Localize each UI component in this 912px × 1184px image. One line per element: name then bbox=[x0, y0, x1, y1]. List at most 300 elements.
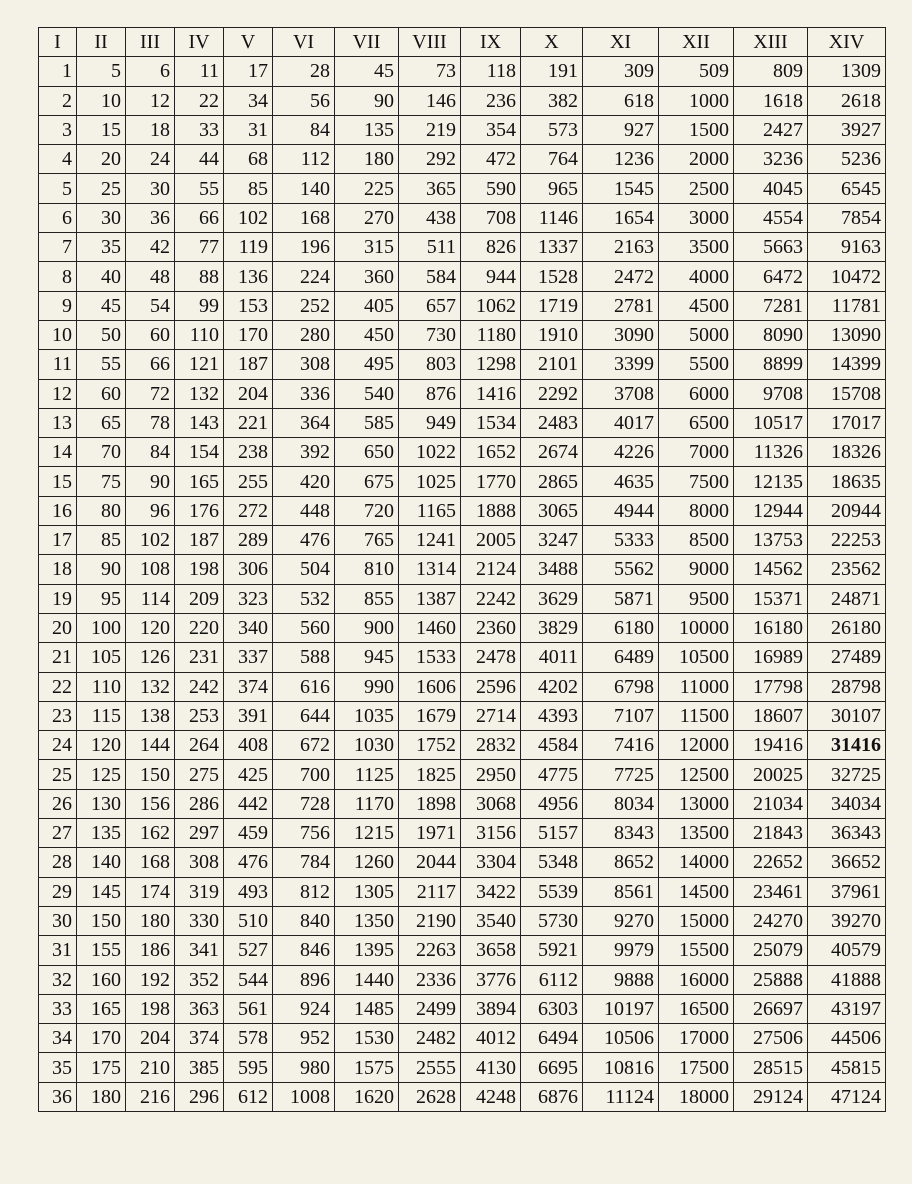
table-cell: 657 bbox=[399, 291, 461, 320]
table-cell: 3776 bbox=[461, 965, 521, 994]
table-cell: 1500 bbox=[659, 115, 734, 144]
table-cell: 33 bbox=[175, 115, 224, 144]
table-row bbox=[39, 115, 886, 144]
table-cell: 125 bbox=[77, 760, 126, 789]
table-cell: 1606 bbox=[399, 672, 461, 701]
table-cell: 110 bbox=[175, 320, 224, 349]
table-cell: 55 bbox=[77, 350, 126, 379]
table-cell: 292 bbox=[399, 145, 461, 174]
table-cell: 493 bbox=[224, 877, 273, 906]
table-cell: 140 bbox=[77, 848, 126, 877]
table-cell: 224 bbox=[273, 262, 335, 291]
table-cell: 540 bbox=[335, 379, 399, 408]
table-row bbox=[39, 936, 886, 965]
table-cell: 3500 bbox=[659, 233, 734, 262]
table-cell: 1825 bbox=[399, 760, 461, 789]
table-cell: 10506 bbox=[583, 1024, 659, 1053]
table-cell: 438 bbox=[399, 203, 461, 232]
table-cell: 1350 bbox=[335, 906, 399, 935]
table-row bbox=[39, 174, 886, 203]
table-cell: 11500 bbox=[659, 701, 734, 730]
table-cell: 1062 bbox=[461, 291, 521, 320]
table-cell: 18000 bbox=[659, 1082, 734, 1111]
row-index-cell: 25 bbox=[39, 760, 77, 789]
table-row bbox=[39, 731, 886, 760]
table-cell: 896 bbox=[273, 965, 335, 994]
table-cell: 95 bbox=[77, 584, 126, 613]
table-cell: 2482 bbox=[399, 1024, 461, 1053]
table-cell: 35 bbox=[77, 233, 126, 262]
table-cell: 78 bbox=[126, 408, 175, 437]
table-cell: 2000 bbox=[659, 145, 734, 174]
row-index-cell: 14 bbox=[39, 438, 77, 467]
table-cell: 1719 bbox=[521, 291, 583, 320]
table-cell: 255 bbox=[224, 467, 273, 496]
table-cell: 40 bbox=[77, 262, 126, 291]
table-row bbox=[39, 57, 886, 86]
table-cell: 48 bbox=[126, 262, 175, 291]
table-row bbox=[39, 233, 886, 262]
table-cell: 10816 bbox=[583, 1053, 659, 1082]
table-cell: 323 bbox=[224, 584, 273, 613]
table-cell: 85 bbox=[77, 526, 126, 555]
table-row bbox=[39, 467, 886, 496]
table-cell: 11124 bbox=[583, 1082, 659, 1111]
table-cell: 100 bbox=[77, 613, 126, 642]
table-cell: 584 bbox=[399, 262, 461, 291]
table-cell: 50 bbox=[77, 320, 126, 349]
table-cell: 561 bbox=[224, 994, 273, 1023]
table-cell: 2714 bbox=[461, 701, 521, 730]
table-cell: 448 bbox=[273, 496, 335, 525]
table-cell: 272 bbox=[224, 496, 273, 525]
table-cell: 2500 bbox=[659, 174, 734, 203]
column-header: VI bbox=[273, 28, 335, 57]
table-cell: 264 bbox=[175, 731, 224, 760]
table-cell: 1440 bbox=[335, 965, 399, 994]
table-cell: 900 bbox=[335, 613, 399, 642]
table-cell: 9888 bbox=[583, 965, 659, 994]
table-cell: 20 bbox=[77, 145, 126, 174]
column-header: V bbox=[224, 28, 273, 57]
table-cell: 26697 bbox=[734, 994, 808, 1023]
table-cell: 2555 bbox=[399, 1053, 461, 1082]
table-cell: 37961 bbox=[808, 877, 886, 906]
table-cell: 1008 bbox=[273, 1082, 335, 1111]
table-cell: 18635 bbox=[808, 467, 886, 496]
table-cell: 130 bbox=[77, 789, 126, 818]
table-cell: 160 bbox=[77, 965, 126, 994]
table-cell: 1035 bbox=[335, 701, 399, 730]
table-cell: 2101 bbox=[521, 350, 583, 379]
table-cell: 618 bbox=[583, 86, 659, 115]
table-cell: 3422 bbox=[461, 877, 521, 906]
row-index-cell: 21 bbox=[39, 643, 77, 672]
table-cell: 14000 bbox=[659, 848, 734, 877]
table-cell: 90 bbox=[335, 86, 399, 115]
row-index-cell: 13 bbox=[39, 408, 77, 437]
table-cell: 24270 bbox=[734, 906, 808, 935]
table-cell: 25 bbox=[77, 174, 126, 203]
table-cell: 10517 bbox=[734, 408, 808, 437]
table-cell: 1416 bbox=[461, 379, 521, 408]
table-cell: 949 bbox=[399, 408, 461, 437]
column-header: XII bbox=[659, 28, 734, 57]
table-cell: 309 bbox=[583, 57, 659, 86]
table-cell: 156 bbox=[126, 789, 175, 818]
table-cell: 6876 bbox=[521, 1082, 583, 1111]
row-index-cell: 5 bbox=[39, 174, 77, 203]
table-cell: 118 bbox=[461, 57, 521, 86]
column-header: I bbox=[39, 28, 77, 57]
row-index-cell: 33 bbox=[39, 994, 77, 1023]
table-cell: 1910 bbox=[521, 320, 583, 349]
table-cell: 720 bbox=[335, 496, 399, 525]
table-cell: 6695 bbox=[521, 1053, 583, 1082]
table-cell: 2427 bbox=[734, 115, 808, 144]
table-cell: 40579 bbox=[808, 936, 886, 965]
table-cell: 84 bbox=[273, 115, 335, 144]
table-cell: 504 bbox=[273, 555, 335, 584]
table-row bbox=[39, 496, 886, 525]
table-cell: 180 bbox=[126, 906, 175, 935]
table-cell: 1125 bbox=[335, 760, 399, 789]
table-cell: 84 bbox=[126, 438, 175, 467]
row-index-cell: 4 bbox=[39, 145, 77, 174]
table-cell: 812 bbox=[273, 877, 335, 906]
table-cell: 2190 bbox=[399, 906, 461, 935]
table-cell: 527 bbox=[224, 936, 273, 965]
table-cell: 22 bbox=[175, 86, 224, 115]
table-cell: 3090 bbox=[583, 320, 659, 349]
table-cell: 476 bbox=[224, 848, 273, 877]
table-cell: 162 bbox=[126, 819, 175, 848]
table-cell: 99 bbox=[175, 291, 224, 320]
table-cell: 11000 bbox=[659, 672, 734, 701]
table-cell: 6500 bbox=[659, 408, 734, 437]
table-cell: 990 bbox=[335, 672, 399, 701]
table-row bbox=[39, 408, 886, 437]
table-cell: 12 bbox=[126, 86, 175, 115]
table-cell: 2781 bbox=[583, 291, 659, 320]
table-cell: 2596 bbox=[461, 672, 521, 701]
table-cell: 96 bbox=[126, 496, 175, 525]
table-cell: 36343 bbox=[808, 819, 886, 848]
table-cell: 2628 bbox=[399, 1082, 461, 1111]
table-cell: 238 bbox=[224, 438, 273, 467]
table-cell: 77 bbox=[175, 233, 224, 262]
table-cell: 340 bbox=[224, 613, 273, 642]
table-cell: 210 bbox=[126, 1053, 175, 1082]
table-cell: 2832 bbox=[461, 731, 521, 760]
row-index-cell: 7 bbox=[39, 233, 77, 262]
table-cell: 10500 bbox=[659, 643, 734, 672]
table-cell: 192 bbox=[126, 965, 175, 994]
table-cell: 4944 bbox=[583, 496, 659, 525]
table-row bbox=[39, 819, 886, 848]
table-cell: 1652 bbox=[461, 438, 521, 467]
table-cell: 3708 bbox=[583, 379, 659, 408]
table-cell: 1337 bbox=[521, 233, 583, 262]
table-body bbox=[39, 57, 886, 1112]
table-cell: 30107 bbox=[808, 701, 886, 730]
row-index-cell: 9 bbox=[39, 291, 77, 320]
table-cell: 219 bbox=[399, 115, 461, 144]
table-row bbox=[39, 438, 886, 467]
table-cell: 756 bbox=[273, 819, 335, 848]
table-cell: 840 bbox=[273, 906, 335, 935]
table-cell: 374 bbox=[175, 1024, 224, 1053]
table-cell: 5871 bbox=[583, 584, 659, 613]
table-cell: 187 bbox=[175, 526, 224, 555]
table-cell: 27489 bbox=[808, 643, 886, 672]
table-cell: 2005 bbox=[461, 526, 521, 555]
table-cell: 1314 bbox=[399, 555, 461, 584]
table-cell: 644 bbox=[273, 701, 335, 730]
table-cell: 544 bbox=[224, 965, 273, 994]
table-cell: 330 bbox=[175, 906, 224, 935]
table-cell: 392 bbox=[273, 438, 335, 467]
table-cell: 45815 bbox=[808, 1053, 886, 1082]
table-cell: 924 bbox=[273, 994, 335, 1023]
table-cell: 810 bbox=[335, 555, 399, 584]
table-cell: 135 bbox=[335, 115, 399, 144]
table-cell: 1030 bbox=[335, 731, 399, 760]
table-cell: 143 bbox=[175, 408, 224, 437]
row-index-cell: 6 bbox=[39, 203, 77, 232]
table-cell: 36 bbox=[126, 203, 175, 232]
table-cell: 9000 bbox=[659, 555, 734, 584]
table-cell: 2242 bbox=[461, 584, 521, 613]
table-cell: 88 bbox=[175, 262, 224, 291]
table-cell: 66 bbox=[126, 350, 175, 379]
table-row bbox=[39, 1053, 886, 1082]
table-cell: 120 bbox=[126, 613, 175, 642]
table-cell: 8034 bbox=[583, 789, 659, 818]
table-cell: 980 bbox=[273, 1053, 335, 1082]
table-cell: 6303 bbox=[521, 994, 583, 1023]
table-cell: 13000 bbox=[659, 789, 734, 818]
row-index-cell: 27 bbox=[39, 819, 77, 848]
table-cell: 253 bbox=[175, 701, 224, 730]
table-cell: 952 bbox=[273, 1024, 335, 1053]
table-cell: 1620 bbox=[335, 1082, 399, 1111]
table-cell: 650 bbox=[335, 438, 399, 467]
table-cell: 1679 bbox=[399, 701, 461, 730]
table-cell: 22652 bbox=[734, 848, 808, 877]
table-cell: 32725 bbox=[808, 760, 886, 789]
table-cell: 2483 bbox=[521, 408, 583, 437]
table-cell: 337 bbox=[224, 643, 273, 672]
table-cell: 578 bbox=[224, 1024, 273, 1053]
row-index-cell: 24 bbox=[39, 731, 77, 760]
table-cell: 1575 bbox=[335, 1053, 399, 1082]
table-cell: 30 bbox=[126, 174, 175, 203]
table-cell: 315 bbox=[335, 233, 399, 262]
table-cell: 29124 bbox=[734, 1082, 808, 1111]
table-cell: 1387 bbox=[399, 584, 461, 613]
row-index-cell: 32 bbox=[39, 965, 77, 994]
row-index-cell: 10 bbox=[39, 320, 77, 349]
table-cell: 2124 bbox=[461, 555, 521, 584]
row-index-cell: 1 bbox=[39, 57, 77, 86]
column-header: XIV bbox=[808, 28, 886, 57]
table-cell: 4000 bbox=[659, 262, 734, 291]
table-cell: 6489 bbox=[583, 643, 659, 672]
table-cell: 4775 bbox=[521, 760, 583, 789]
table-cell: 5 bbox=[77, 57, 126, 86]
table-cell: 3629 bbox=[521, 584, 583, 613]
table-cell: 28515 bbox=[734, 1053, 808, 1082]
table-cell: 3068 bbox=[461, 789, 521, 818]
table-cell: 8899 bbox=[734, 350, 808, 379]
table-cell: 7000 bbox=[659, 438, 734, 467]
table-cell: 1146 bbox=[521, 203, 583, 232]
column-header: VIII bbox=[399, 28, 461, 57]
table-cell: 4012 bbox=[461, 1024, 521, 1053]
table-cell: 5663 bbox=[734, 233, 808, 262]
table-cell: 115 bbox=[77, 701, 126, 730]
table-cell: 4635 bbox=[583, 467, 659, 496]
table-cell: 573 bbox=[521, 115, 583, 144]
table-cell: 4226 bbox=[583, 438, 659, 467]
table-cell: 198 bbox=[126, 994, 175, 1023]
table-cell: 382 bbox=[521, 86, 583, 115]
table-cell: 472 bbox=[461, 145, 521, 174]
table-cell: 165 bbox=[175, 467, 224, 496]
table-cell: 220 bbox=[175, 613, 224, 642]
table-cell: 25079 bbox=[734, 936, 808, 965]
table-cell: 8652 bbox=[583, 848, 659, 877]
table-cell: 31 bbox=[224, 115, 273, 144]
row-index-cell: 12 bbox=[39, 379, 77, 408]
table-cell: 319 bbox=[175, 877, 224, 906]
table-cell: 6472 bbox=[734, 262, 808, 291]
table-cell: 54 bbox=[126, 291, 175, 320]
column-header: II bbox=[77, 28, 126, 57]
table-cell: 153 bbox=[224, 291, 273, 320]
table-cell: 826 bbox=[461, 233, 521, 262]
table-cell: 13090 bbox=[808, 320, 886, 349]
table-cell: 672 bbox=[273, 731, 335, 760]
table-cell: 297 bbox=[175, 819, 224, 848]
table-cell: 289 bbox=[224, 526, 273, 555]
table-cell: 12000 bbox=[659, 731, 734, 760]
table-cell: 7107 bbox=[583, 701, 659, 730]
table-cell: 354 bbox=[461, 115, 521, 144]
column-header: IV bbox=[175, 28, 224, 57]
table-cell: 2044 bbox=[399, 848, 461, 877]
table-cell: 1000 bbox=[659, 86, 734, 115]
table-cell: 39270 bbox=[808, 906, 886, 935]
table-cell: 17798 bbox=[734, 672, 808, 701]
table-cell: 16989 bbox=[734, 643, 808, 672]
table-cell: 73 bbox=[399, 57, 461, 86]
table-cell: 154 bbox=[175, 438, 224, 467]
table-cell: 132 bbox=[126, 672, 175, 701]
table-cell: 121 bbox=[175, 350, 224, 379]
table-cell: 7281 bbox=[734, 291, 808, 320]
table-cell: 1305 bbox=[335, 877, 399, 906]
table-cell: 3236 bbox=[734, 145, 808, 174]
table-cell: 108 bbox=[126, 555, 175, 584]
table-cell: 12135 bbox=[734, 467, 808, 496]
table-cell: 15000 bbox=[659, 906, 734, 935]
header-row bbox=[39, 28, 886, 57]
table-cell: 425 bbox=[224, 760, 273, 789]
table-cell: 19416 bbox=[734, 731, 808, 760]
table-cell: 5000 bbox=[659, 320, 734, 349]
table-row bbox=[39, 350, 886, 379]
table-cell: 12500 bbox=[659, 760, 734, 789]
row-index-cell: 35 bbox=[39, 1053, 77, 1082]
table-cell: 385 bbox=[175, 1053, 224, 1082]
table-cell: 5348 bbox=[521, 848, 583, 877]
table-cell: 803 bbox=[399, 350, 461, 379]
row-index-cell: 31 bbox=[39, 936, 77, 965]
table-cell: 341 bbox=[175, 936, 224, 965]
table-cell: 30 bbox=[77, 203, 126, 232]
table-cell: 43197 bbox=[808, 994, 886, 1023]
table-cell: 9270 bbox=[583, 906, 659, 935]
table-cell: 3540 bbox=[461, 906, 521, 935]
table-cell: 6112 bbox=[521, 965, 583, 994]
table-row bbox=[39, 613, 886, 642]
table-cell: 41888 bbox=[808, 965, 886, 994]
table-cell: 308 bbox=[175, 848, 224, 877]
table-cell: 459 bbox=[224, 819, 273, 848]
table-cell: 221 bbox=[224, 408, 273, 437]
table-cell: 3658 bbox=[461, 936, 521, 965]
table-cell: 1022 bbox=[399, 438, 461, 467]
table-cell: 140 bbox=[273, 174, 335, 203]
table-cell: 15371 bbox=[734, 584, 808, 613]
table-cell: 1752 bbox=[399, 731, 461, 760]
table-cell: 8561 bbox=[583, 877, 659, 906]
table-cell: 6545 bbox=[808, 174, 886, 203]
table-cell: 24 bbox=[126, 145, 175, 174]
table-cell: 90 bbox=[77, 555, 126, 584]
table-cell: 1165 bbox=[399, 496, 461, 525]
table-cell: 784 bbox=[273, 848, 335, 877]
table-cell: 28 bbox=[273, 57, 335, 86]
table-cell: 590 bbox=[461, 174, 521, 203]
table-cell: 225 bbox=[335, 174, 399, 203]
table-cell: 965 bbox=[521, 174, 583, 203]
table-cell: 28798 bbox=[808, 672, 886, 701]
table-cell: 18 bbox=[126, 115, 175, 144]
table-cell: 4393 bbox=[521, 701, 583, 730]
table-cell: 3247 bbox=[521, 526, 583, 555]
table-cell: 14500 bbox=[659, 877, 734, 906]
table-row bbox=[39, 965, 886, 994]
table-cell: 352 bbox=[175, 965, 224, 994]
table-cell: 34 bbox=[224, 86, 273, 115]
table-cell: 165 bbox=[77, 994, 126, 1023]
table-cell: 102 bbox=[126, 526, 175, 555]
table-cell: 198 bbox=[175, 555, 224, 584]
table-cell: 6180 bbox=[583, 613, 659, 642]
table-cell: 4017 bbox=[583, 408, 659, 437]
table-cell: 2117 bbox=[399, 877, 461, 906]
table-cell: 45 bbox=[77, 291, 126, 320]
table-cell: 9163 bbox=[808, 233, 886, 262]
table-cell: 1888 bbox=[461, 496, 521, 525]
table-cell: 16500 bbox=[659, 994, 734, 1023]
table-cell: 927 bbox=[583, 115, 659, 144]
table-cell: 700 bbox=[273, 760, 335, 789]
table-cell: 5500 bbox=[659, 350, 734, 379]
